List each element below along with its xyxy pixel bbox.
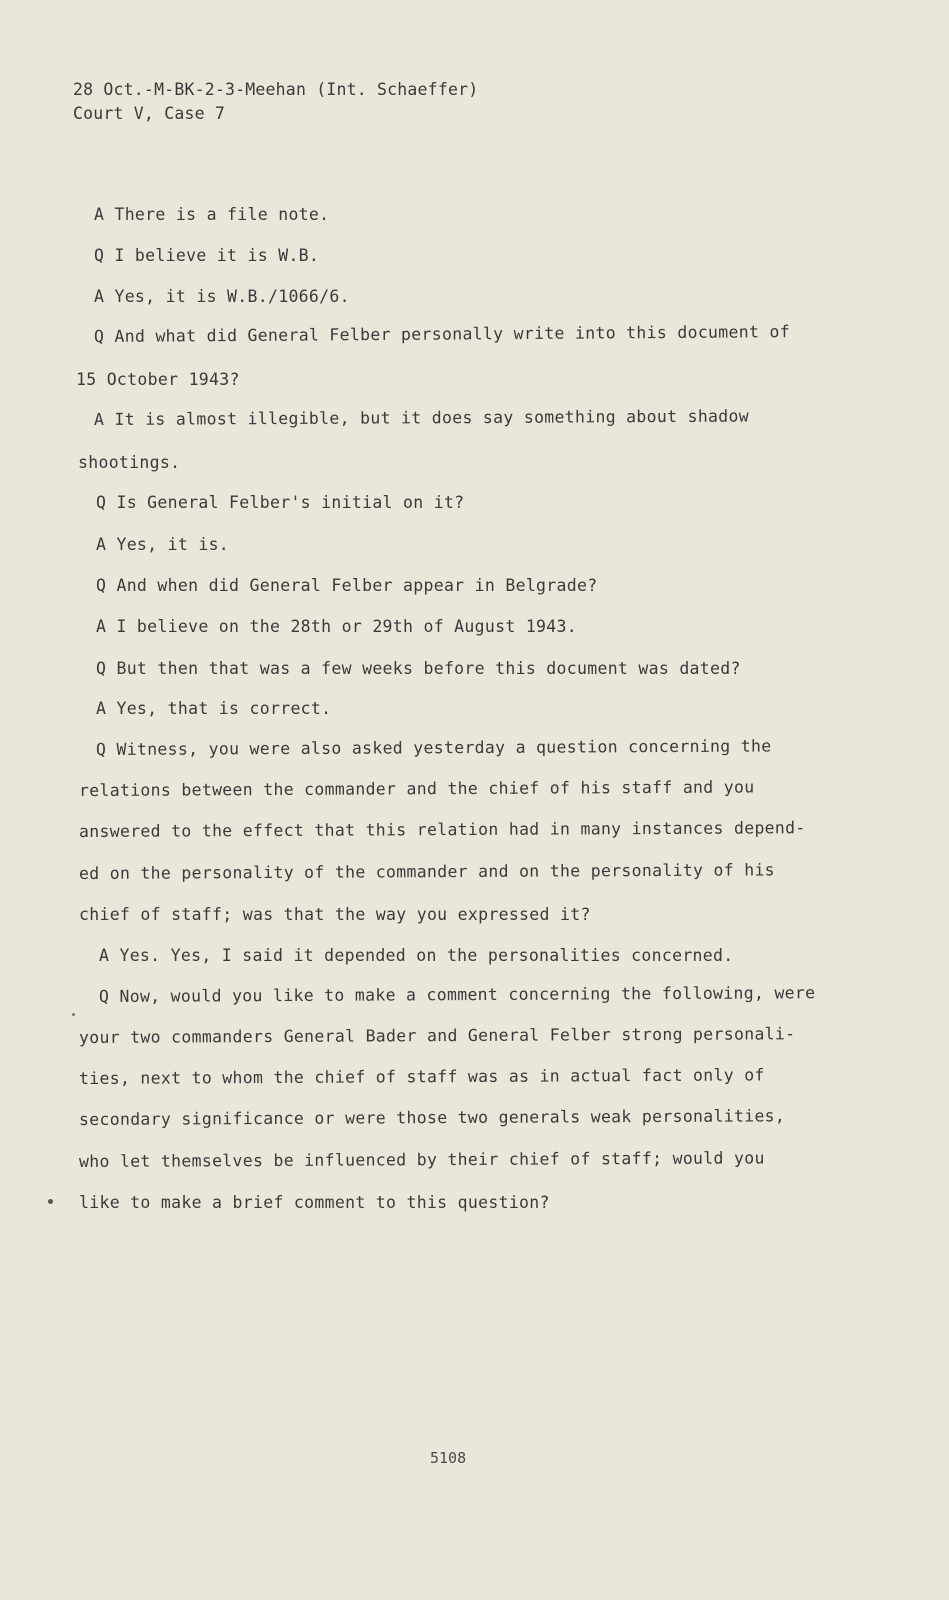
transcript-line: Q But then that was a few weeks before this document was dated?	[96, 659, 741, 678]
transcript-line: A Yes, it is.	[96, 535, 230, 554]
transcript-line: ties, next to whom the chief of staff was as in actual fact only of	[78, 1065, 765, 1088]
ink-mark	[72, 1013, 75, 1016]
transcript-line: A Yes. Yes, I said it depended on the personalities concerned.	[99, 946, 734, 965]
transcript-line: A There is a file note.	[94, 205, 330, 224]
header-line-2: Court V, Case 7	[73, 104, 226, 123]
transcript-line: Q Witness, you were also asked yesterday a question concerning the	[95, 736, 772, 759]
ink-mark	[48, 1199, 53, 1204]
transcript-line: Q I believe it is W.B.	[94, 246, 320, 265]
transcript-line: your two commanders General Bader and General Felber strong personali-	[78, 1024, 796, 1047]
transcript-line: A Yes, it is W.B./1066/6.	[94, 287, 350, 306]
document-header	[73, 78, 478, 126]
header-line-1: 28 Oct.-M-BK-2-3-Meehan (Int. Schaeffer)	[73, 80, 479, 99]
transcript-line: like to make a brief comment to this question?	[79, 1193, 550, 1212]
transcript-line: A It is almost illegible, but it does say something about shadow	[93, 406, 750, 429]
transcript-line: A Yes, that is correct.	[96, 699, 332, 718]
transcript-line: A I believe on the 28th or 29th of August 1943.	[96, 617, 577, 636]
transcript-line: relations between the commander and the chief of his staff and you	[78, 777, 755, 800]
transcript-line: Q Is General Felber's initial on it?	[96, 493, 465, 512]
transcript-line: answered to the effect that this relation had in many instances depend-	[78, 818, 806, 841]
transcript-line: Q And what did General Felber personally write into this document of	[93, 322, 790, 346]
transcript-line: who let themselves be influenced by their chief of staff; would you	[78, 1148, 765, 1171]
transcript-line: 15 October 1943?	[76, 370, 240, 389]
page-number: 5108	[430, 1449, 467, 1467]
transcript-line: Q Now, would you like to make a comment concerning the following, were	[98, 983, 816, 1006]
transcript-line: secondary significance or were those two generals weak personalities,	[78, 1106, 786, 1129]
transcript-line: Q And when did General Felber appear in Belgrade?	[96, 576, 598, 595]
transcript-line: chief of staff; was that the way you expressed it?	[79, 905, 591, 924]
transcript-line: ed on the personality of the commander and on the personality of his	[78, 860, 775, 883]
transcript-line: shootings.	[78, 453, 181, 472]
